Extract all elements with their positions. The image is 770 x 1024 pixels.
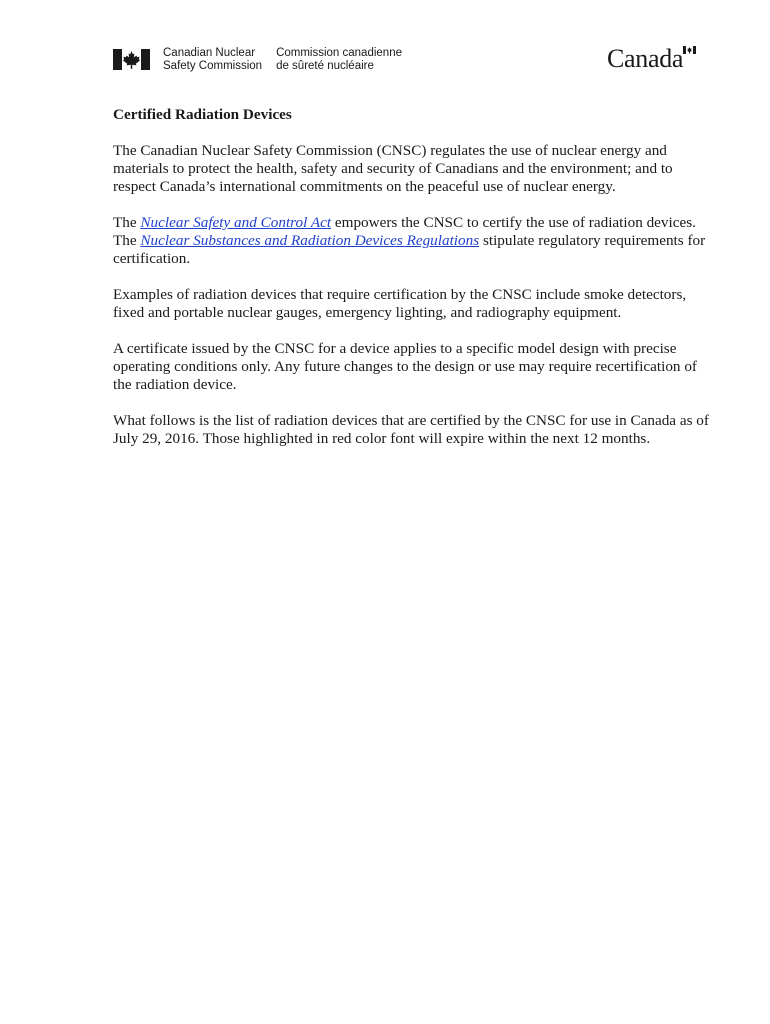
paragraph-list-intro: What follows is the list of radiation devices that are certified by the CNSC for use in Canada as of July 29, 2016. Those highlighted in red color font will expire within the next 12 months.	[113, 412, 709, 447]
department-fr-line1: Commission canadienne	[276, 47, 402, 59]
nuclear-safety-act-link[interactable]: Nuclear Safety and Control Act	[140, 214, 332, 231]
federal-identity-signature	[113, 47, 402, 72]
para2-suffix: stipulate regulatory requirements for certification.	[113, 232, 706, 267]
paragraph-mandate: The Canadian Nuclear Safety Commission (CNSC) regulates the use of nuclear energy and materials to protect the health, safety and security of Canadians and the environment; and to respect Canada’s international commitments on the peaceful use of nuclear energy.	[113, 142, 673, 195]
radiation-devices-regulations-link[interactable]: Nuclear Substances and Radiation Devices Regulations	[140, 232, 480, 249]
document-title: Certified Radiation Devices	[113, 106, 292, 123]
para2-mid: empowers the CNSC to certify the use of radiation devices. The	[113, 214, 696, 249]
document-body	[113, 106, 713, 466]
paragraph-examples: Examples of radiation devices that require certification by the CNSC include smoke detectors, fixed and portable nuclear gauges, emergency lighting, and radiography equipment.	[113, 286, 687, 321]
wordmark-flag-icon	[683, 46, 696, 54]
canada-flag-icon	[113, 49, 150, 70]
department-en-line2: Safety Commission	[163, 59, 263, 72]
department-name-english	[163, 47, 262, 72]
para2-prefix: The	[113, 214, 141, 231]
department-en-line1: Canadian Nuclear	[163, 47, 256, 59]
paragraph-certificate: A certificate issued by the CNSC for a device applies to a specific model design with precise operating conditions only. Any future changes to the design or use may require recertification of the radiation device.	[113, 340, 697, 393]
department-fr-line2: de sûreté nucléaire	[276, 59, 374, 72]
department-name-french	[276, 47, 402, 72]
paragraph-legislation	[113, 214, 713, 268]
canada-wordmark: Canada	[607, 44, 684, 73]
